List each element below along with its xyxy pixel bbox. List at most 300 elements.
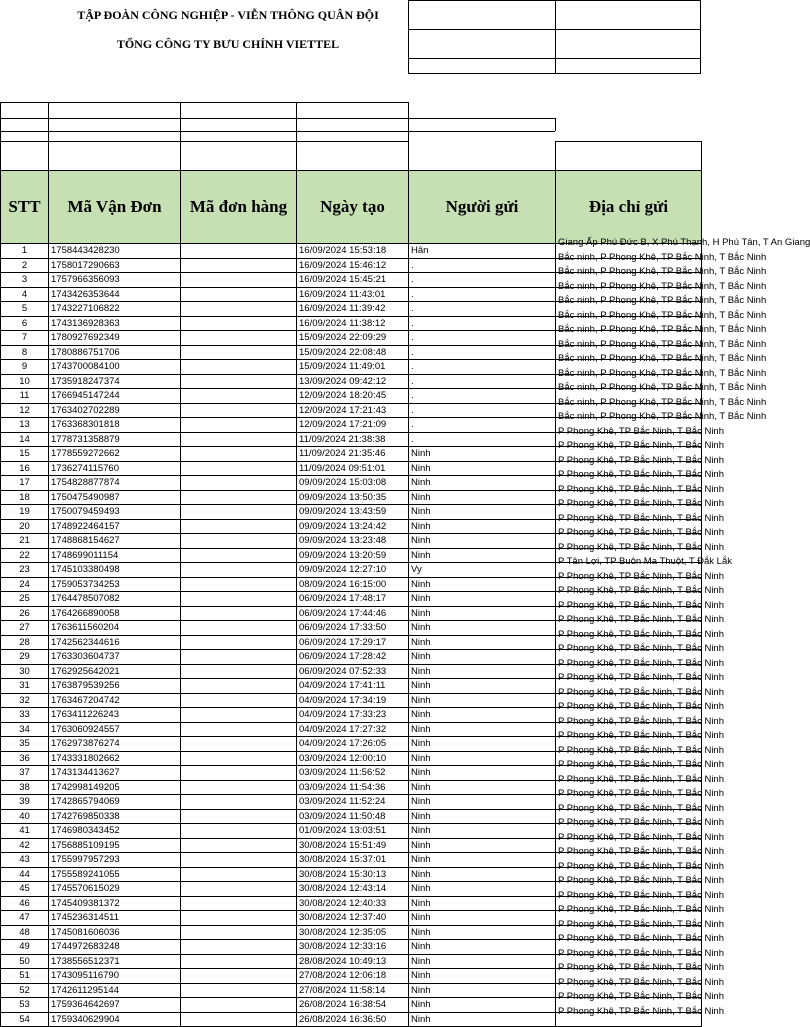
cell-stt: 48 <box>1 925 49 940</box>
cell-sender-address: P Phong Khê, TP Bắc Ninh, T Bắc Ninh <box>558 657 725 669</box>
cell-sender: . <box>409 273 556 288</box>
cell-order-code <box>181 519 297 534</box>
cell-waybill: 1759364642697 <box>49 998 181 1013</box>
cell-waybill: 1746980343452 <box>49 824 181 839</box>
cell-stt: 20 <box>1 519 49 534</box>
cell-stt: 25 <box>1 592 49 607</box>
cell-stt: 53 <box>1 998 49 1013</box>
cell-waybill: 1750475490987 <box>49 490 181 505</box>
cell-created-date: 16/09/2024 15:53:18 <box>297 244 409 259</box>
cell-stt: 5 <box>1 302 49 317</box>
cell-stt: 39 <box>1 795 49 810</box>
cell-sender-address: P Phong Khê, TP Bắc Ninh, T Bắc Ninh <box>558 585 725 596</box>
cell-sender: Ninh <box>409 824 556 839</box>
cell-created-date: 27/08/2024 12:06:18 <box>297 969 409 984</box>
cell-sender: . <box>409 287 556 302</box>
cell-order-code <box>181 679 297 694</box>
cell-sender: Ninh <box>409 925 556 940</box>
cell-sender: Ninh <box>409 548 556 563</box>
cell-sender-address: Bắc ninh, P Phong Khê, TP Bắc Ninh, T Bắc Ninh <box>558 280 767 292</box>
cell-sender-address: Bắc ninh, P Phong Khê, TP Bắc Ninh, T Bắc Ninh <box>558 353 767 364</box>
cell-stt: 38 <box>1 780 49 795</box>
cell-waybill: 1763060924557 <box>49 722 181 737</box>
cell-waybill: 1757966356093 <box>49 273 181 288</box>
cell-stt: 19 <box>1 505 49 520</box>
cell-stt: 29 <box>1 650 49 665</box>
cell-order-code <box>181 563 297 578</box>
cell-waybill: 1738556512371 <box>49 954 181 969</box>
cell-stt: 14 <box>1 432 49 447</box>
cell-sender-address-cell <box>556 1005 725 1027</box>
cell-sender-address: P Phong Khê, TP Bắc Ninh, T Bắc Ninh <box>558 730 725 741</box>
cell-sender: . <box>409 331 556 346</box>
cell-order-code <box>181 969 297 984</box>
cell-sender-address: P Phong Khê, TP Bắc Ninh, T Bắc Ninh <box>558 440 725 451</box>
cell-created-date: 30/08/2024 15:30:13 <box>297 867 409 882</box>
cell-order-code <box>181 954 297 969</box>
cell-sender: Ninh <box>409 737 556 752</box>
cell-order-code <box>181 548 297 563</box>
cell-sender-address: P Phong Khê, TP Bắc Ninh, T Bắc Ninh <box>558 904 725 915</box>
spacer-rule <box>0 141 408 142</box>
cell-sender-address: P Phong Khê, TP Bắc Ninh, T Bắc Ninh <box>558 831 725 843</box>
cell-order-code <box>181 606 297 621</box>
org-title-group: TẬP ĐOÀN CÔNG NGHIỆP - VIỄN THÔNG QUÂN ĐỘI <box>77 8 379 22</box>
col-header-sender-address: Địa chỉ gửi <box>556 171 702 244</box>
cell-order-code <box>181 345 297 360</box>
cell-sender-address: P Phong Khê, TP Bắc Ninh, T Bắc Ninh <box>558 991 725 1002</box>
cell-sender: Ninh <box>409 809 556 824</box>
table-row <box>1 1012 702 1027</box>
cell-sender-address: P Phong Khê, TP Bắc Ninh, T Bắc Ninh <box>558 875 725 886</box>
cell-order-code <box>181 650 297 665</box>
cell-waybill: 1758017290663 <box>49 258 181 273</box>
cell-sender: Ninh <box>409 519 556 534</box>
cell-sender-address: P Phong Khê, TP Bắc Ninh, T Bắc Ninh <box>558 976 725 988</box>
cell-created-date: 06/09/2024 17:48:17 <box>297 592 409 607</box>
cell-created-date: 12/09/2024 17:21:09 <box>297 418 409 433</box>
cell-created-date: 08/09/2024 16:15:00 <box>297 577 409 592</box>
spacer-col <box>0 102 1 170</box>
cell-order-code <box>181 722 297 737</box>
cell-stt: 27 <box>1 621 49 636</box>
cell-created-date: 09/09/2024 13:20:59 <box>297 548 409 563</box>
cell-sender: Ninh <box>409 534 556 549</box>
spacer-rule <box>555 141 701 142</box>
cell-waybill: 1744972683248 <box>49 940 181 955</box>
spacer-col <box>408 102 409 170</box>
cell-sender-address: P Phong Khê, TP Bắc Ninh, T Bắc Ninh <box>558 962 725 973</box>
cell-order-code <box>181 432 297 447</box>
cell-sender: Ninh <box>409 751 556 766</box>
cell-created-date: 13/09/2024 09:42:12 <box>297 374 409 389</box>
cell-sender-address: P Phong Khê, TP Bắc Ninh, T Bắc Ninh <box>558 570 725 582</box>
cell-sender-address: P Phong Khê, TP Bắc Ninh, T Bắc Ninh <box>558 614 725 625</box>
cell-order-code <box>181 940 297 955</box>
cell-waybill: 1743426353644 <box>49 287 181 302</box>
cell-sender-address: P Phong Khê, TP Bắc Ninh, T Bắc Ninh <box>558 817 725 828</box>
cell-waybill: 1766945147244 <box>49 389 181 404</box>
cell-waybill: 1778559272662 <box>49 447 181 462</box>
shipment-table <box>0 170 810 1027</box>
cell-created-date: 06/09/2024 17:28:42 <box>297 650 409 665</box>
cell-sender: Ninh <box>409 606 556 621</box>
cell-order-code <box>181 244 297 259</box>
cell-sender: . <box>409 302 556 317</box>
cell-waybill: 1763303604737 <box>49 650 181 665</box>
cell-waybill: 1763402702289 <box>49 403 181 418</box>
cell-sender-address: P Phong Khê, TP Bắc Ninh, T Bắc Ninh <box>558 933 725 944</box>
cell-sender: . <box>409 374 556 389</box>
cell-created-date: 16/09/2024 11:39:42 <box>297 302 409 317</box>
cell-sender-address: P Phong Khê, TP Bắc Ninh, T Bắc Ninh <box>558 918 725 930</box>
cell-stt: 6 <box>1 316 49 331</box>
cell-created-date: 09/09/2024 13:24:42 <box>297 519 409 534</box>
cell-sender-address: Bắc ninh, P Phong Khê, TP Bắc Ninh, T Bắc Ninh <box>558 396 767 408</box>
cell-stt: 46 <box>1 896 49 911</box>
cell-created-date: 09/09/2024 15:03:08 <box>297 476 409 491</box>
cell-created-date: 30/08/2024 12:37:40 <box>297 911 409 926</box>
cell-waybill: 1763411226243 <box>49 708 181 723</box>
spacer-col <box>701 141 702 170</box>
cell-sender: Ninh <box>409 650 556 665</box>
cell-waybill: 1780886751706 <box>49 345 181 360</box>
cell-waybill: 1745236314511 <box>49 911 181 926</box>
cell-sender: Ninh <box>409 664 556 679</box>
cell-created-date: 15/09/2024 22:09:29 <box>297 331 409 346</box>
cell-stt: 16 <box>1 461 49 476</box>
cell-created-date: 15/09/2024 11:49:01 <box>297 360 409 375</box>
cell-order-code <box>181 708 297 723</box>
cell-created-date: 28/08/2024 10:49:13 <box>297 954 409 969</box>
cell-sender: Ninh <box>409 882 556 897</box>
cell-stt: 50 <box>1 954 49 969</box>
cell-sender: . <box>409 432 556 447</box>
cell-waybill: 1743095116790 <box>49 969 181 984</box>
cell-sender: Ninh <box>409 1012 556 1027</box>
cell-stt: 9 <box>1 360 49 375</box>
cell-sender-address: Bắc ninh, P Phong Khê, TP Bắc Ninh, T Bắc Ninh <box>558 324 767 335</box>
cell-created-date: 06/09/2024 07:52:33 <box>297 664 409 679</box>
cell-sender-address: P Phong Khê, TP Bắc Ninh, T Bắc Ninh <box>558 701 725 712</box>
cell-sender: Ninh <box>409 838 556 853</box>
cell-stt: 51 <box>1 969 49 984</box>
cell-sender-address: Bắc ninh, P Phong Khê, TP Bắc Ninh, T Bắc Ninh <box>558 295 767 306</box>
cell-stt: 24 <box>1 577 49 592</box>
cell-waybill: 1755997957293 <box>49 853 181 868</box>
cell-order-code <box>181 577 297 592</box>
cell-stt: 52 <box>1 983 49 998</box>
cell-waybill: 1735918247374 <box>49 374 181 389</box>
cell-waybill: 1764266890058 <box>49 606 181 621</box>
cell-stt: 23 <box>1 563 49 578</box>
cell-created-date: 04/09/2024 17:26:05 <box>297 737 409 752</box>
cell-stt: 40 <box>1 809 49 824</box>
cell-waybill: 1745081606036 <box>49 925 181 940</box>
cell-sender: Ninh <box>409 490 556 505</box>
cell-waybill: 1762925642021 <box>49 664 181 679</box>
cell-sender-address: P Phong Khê, TP Bắc Ninh, T Bắc Ninh <box>558 744 725 756</box>
cell-waybill: 1763611560204 <box>49 621 181 636</box>
cell-order-code <box>181 911 297 926</box>
cell-sender-address: Bắc ninh, P Phong Khê, TP Bắc Ninh, T Bắc Ninh <box>558 382 767 393</box>
cell-waybill: 1750079459493 <box>49 505 181 520</box>
cell-waybill: 1763467204742 <box>49 693 181 708</box>
cell-sender: Vy <box>409 563 556 578</box>
cell-sender-address: Giang Ấp Phú Đức B, X Phú Thạnh, H Phú Tân, T An Giang <box>558 237 810 248</box>
cell-order-code <box>181 534 297 549</box>
cell-order-code <box>181 882 297 897</box>
cell-order-code <box>181 316 297 331</box>
cell-sender: Ninh <box>409 505 556 520</box>
cell-created-date: 06/09/2024 17:29:17 <box>297 635 409 650</box>
cell-sender-address: P Tân Lợi, TP Buôn Ma Thuột, T Đắk Lắk <box>558 556 732 567</box>
cell-waybill: 1745570615029 <box>49 882 181 897</box>
info-box-divider <box>555 0 556 74</box>
cell-created-date: 30/08/2024 12:40:33 <box>297 896 409 911</box>
cell-sender-address: P Phong Khê, TP Bắc Ninh, T Bắc Ninh <box>558 846 725 857</box>
cell-sender: Ninh <box>409 592 556 607</box>
cell-order-code <box>181 766 297 781</box>
cell-sender-address: P Phong Khê, TP Bắc Ninh, T Bắc Ninh <box>558 686 725 698</box>
cell-waybill: 1763879539256 <box>49 679 181 694</box>
info-box-rule <box>408 58 701 59</box>
cell-sender: Ninh <box>409 447 556 462</box>
cell-stt: 54 <box>1 1012 49 1027</box>
cell-created-date: 04/09/2024 17:41:11 <box>297 679 409 694</box>
org-title-company: TỔNG CÔNG TY BƯU CHÍNH VIETTEL <box>116 37 340 51</box>
cell-waybill: 1742562344616 <box>49 635 181 650</box>
cell-sender: Ninh <box>409 679 556 694</box>
cell-sender: Ninh <box>409 867 556 882</box>
cell-sender: . <box>409 316 556 331</box>
cell-order-code <box>181 824 297 839</box>
cell-waybill: 1763368301818 <box>49 418 181 433</box>
cell-sender: Ninh <box>409 853 556 868</box>
cell-order-code <box>181 809 297 824</box>
cell-stt: 47 <box>1 911 49 926</box>
cell-order-code <box>181 287 297 302</box>
cell-stt: 49 <box>1 940 49 955</box>
cell-stt: 33 <box>1 708 49 723</box>
cell-sender: . <box>409 258 556 273</box>
cell-created-date: 04/09/2024 17:27:32 <box>297 722 409 737</box>
cell-created-date: 11/09/2024 09:51:01 <box>297 461 409 476</box>
cell-waybill: 1759053734253 <box>49 577 181 592</box>
cell-stt: 37 <box>1 766 49 781</box>
cell-sender-address: Bắc ninh, P Phong Khê, TP Bắc Ninh, T Bắc Ninh <box>558 338 767 350</box>
cell-order-code <box>181 461 297 476</box>
cell-waybill: 1754828877874 <box>49 476 181 491</box>
cell-sender-address: P Phong Khê, TP Bắc Ninh, T Bắc Ninh <box>558 483 725 495</box>
cell-waybill: 1748699011154 <box>49 548 181 563</box>
cell-sender-address: Bắc ninh, P Phong Khê, TP Bắc Ninh, T Bắc Ninh <box>558 266 767 277</box>
cell-order-code <box>181 795 297 810</box>
spacer-col <box>555 141 556 170</box>
spacer-col <box>48 102 49 170</box>
col-header-order-code: Mã đơn hàng <box>181 171 297 244</box>
cell-sender: Ninh <box>409 954 556 969</box>
cell-sender-address: P Phong Khê, TP Bắc Ninh, T Bắc Ninh <box>558 541 725 553</box>
cell-sender: . <box>409 360 556 375</box>
cell-stt: 15 <box>1 447 49 462</box>
cell-order-code <box>181 635 297 650</box>
cell-created-date: 06/09/2024 17:33:50 <box>297 621 409 636</box>
cell-created-date: 01/09/2024 13:03:51 <box>297 824 409 839</box>
cell-order-code <box>181 621 297 636</box>
cell-created-date: 27/08/2024 11:58:14 <box>297 983 409 998</box>
cell-order-code <box>181 664 297 679</box>
cell-sender: Ninh <box>409 476 556 491</box>
cell-created-date: 03/09/2024 11:54:36 <box>297 780 409 795</box>
cell-created-date: 26/08/2024 16:38:54 <box>297 998 409 1013</box>
cell-sender: Ninh <box>409 766 556 781</box>
cell-created-date: 09/09/2024 12:27:10 <box>297 563 409 578</box>
cell-order-code <box>181 418 297 433</box>
cell-order-code <box>181 737 297 752</box>
cell-waybill: 1759340629904 <box>49 1012 181 1027</box>
cell-order-code <box>181 925 297 940</box>
cell-sender-address: P Phong Khê, TP Bắc Ninh, T Bắc Ninh <box>558 498 725 509</box>
cell-created-date: 16/09/2024 11:43:01 <box>297 287 409 302</box>
cell-waybill: 1736274115760 <box>49 461 181 476</box>
cell-sender-address: P Phong Khê, TP Bắc Ninh, T Bắc Ninh <box>558 425 725 437</box>
cell-stt: 45 <box>1 882 49 897</box>
cell-sender-address: P Phong Khê, TP Bắc Ninh, T Bắc Ninh <box>558 773 725 785</box>
cell-created-date: 30/08/2024 12:33:16 <box>297 940 409 955</box>
cell-stt: 31 <box>1 679 49 694</box>
cell-stt: 22 <box>1 548 49 563</box>
cell-stt: 36 <box>1 751 49 766</box>
cell-sender-address: P Phong Khê, TP Bắc Ninh, T Bắc Ninh <box>558 802 725 814</box>
cell-sender-address: P Phong Khê, TP Bắc Ninh, T Bắc Ninh <box>558 454 725 466</box>
cell-sender: Ninh <box>409 621 556 636</box>
cell-created-date: 30/08/2024 12:43:14 <box>297 882 409 897</box>
cell-sender-address: P Phong Khê, TP Bắc Ninh, T Bắc Ninh <box>558 599 725 611</box>
cell-sender-address: P Phong Khê, TP Bắc Ninh, T Bắc Ninh <box>558 788 725 799</box>
cell-waybill: 1742865794069 <box>49 795 181 810</box>
info-box-rule <box>408 29 701 30</box>
cell-stt: 35 <box>1 737 49 752</box>
cell-sender: Ninh <box>409 983 556 998</box>
cell-sender-address: P Phong Khê, TP Bắc Ninh, T Bắc Ninh <box>558 947 725 959</box>
cell-created-date: 30/08/2024 15:37:01 <box>297 853 409 868</box>
cell-sender-address: P Phong Khê, TP Bắc Ninh, T Bắc Ninh <box>558 643 725 654</box>
cell-order-code <box>181 838 297 853</box>
cell-order-code <box>181 476 297 491</box>
cell-sender: Ninh <box>409 911 556 926</box>
cell-created-date: 03/09/2024 12:00:10 <box>297 751 409 766</box>
cell-waybill: 1745409381372 <box>49 896 181 911</box>
cell-waybill: 1764478507082 <box>49 592 181 607</box>
cell-order-code <box>181 751 297 766</box>
col-header-stt: STT <box>1 171 49 244</box>
cell-sender: Ninh <box>409 461 556 476</box>
cell-created-date: 03/09/2024 11:52:24 <box>297 795 409 810</box>
cell-waybill: 1742611295144 <box>49 983 181 998</box>
cell-order-code <box>181 693 297 708</box>
cell-waybill: 1743700084100 <box>49 360 181 375</box>
cell-stt: 32 <box>1 693 49 708</box>
cell-order-code <box>181 302 297 317</box>
cell-order-code <box>181 983 297 998</box>
cell-stt: 43 <box>1 853 49 868</box>
cell-created-date: 09/09/2024 13:23:48 <box>297 534 409 549</box>
cell-stt: 34 <box>1 722 49 737</box>
cell-waybill: 1748922464157 <box>49 519 181 534</box>
cell-waybill: 1755589241055 <box>49 867 181 882</box>
cell-waybill: 1742998149205 <box>49 780 181 795</box>
cell-order-code <box>181 331 297 346</box>
cell-sender-address: P Phong Khê, TP Bắc Ninh, T Bắc Ninh <box>558 512 725 524</box>
cell-created-date: 15/09/2024 22:08:48 <box>297 345 409 360</box>
cell-created-date: 09/09/2024 13:50:35 <box>297 490 409 505</box>
cell-created-date: 03/09/2024 11:50:48 <box>297 809 409 824</box>
cell-order-code <box>181 1012 297 1027</box>
cell-created-date: 30/08/2024 12:35:05 <box>297 925 409 940</box>
cell-order-code <box>181 360 297 375</box>
cell-order-code <box>181 867 297 882</box>
cell-sender: Ninh <box>409 635 556 650</box>
cell-sender: Ninh <box>409 722 556 737</box>
cell-sender-address: P Phong Khê, TP Bắc Ninh, T Bắc Ninh <box>558 715 725 727</box>
col-header-sender: Người gửi <box>409 171 556 244</box>
cell-sender-address: P Phong Khê, TP Bắc Ninh, T Bắc Ninh <box>558 759 725 770</box>
cell-stt: 42 <box>1 838 49 853</box>
cell-stt: 28 <box>1 635 49 650</box>
cell-sender-address: P Phong Khê, TP Bắc Ninh, T Bắc Ninh <box>558 1005 725 1017</box>
table-header-row <box>1 171 702 244</box>
cell-sender-address: P Phong Khê, TP Bắc Ninh, T Bắc Ninh <box>558 469 725 480</box>
cell-waybill: 1762973876274 <box>49 737 181 752</box>
cell-order-code <box>181 273 297 288</box>
cell-stt: 13 <box>1 418 49 433</box>
cell-order-code <box>181 896 297 911</box>
spacer-rule <box>0 118 555 119</box>
cell-sender: . <box>409 345 556 360</box>
spacer-col <box>555 118 556 131</box>
cell-order-code <box>181 447 297 462</box>
cell-sender: Ninh <box>409 998 556 1013</box>
cell-sender-address: Bắc ninh, P Phong Khê, TP Bắc Ninh, T Bắc Ninh <box>558 309 767 321</box>
cell-waybill: 1745103380498 <box>49 563 181 578</box>
cell-stt: 2 <box>1 258 49 273</box>
cell-order-code <box>181 374 297 389</box>
cell-waybill: 1742769850338 <box>49 809 181 824</box>
cell-waybill: 1778731358879 <box>49 432 181 447</box>
cell-order-code <box>181 998 297 1013</box>
cell-sender-address: P Phong Khê, TP Bắc Ninh, T Bắc Ninh <box>558 672 725 683</box>
cell-waybill: 1743331802662 <box>49 751 181 766</box>
cell-created-date: 11/09/2024 21:35:46 <box>297 447 409 462</box>
cell-order-code <box>181 403 297 418</box>
spacer-col <box>296 102 297 170</box>
cell-sender: Ninh <box>409 969 556 984</box>
cell-created-date: 09/09/2024 13:43:59 <box>297 505 409 520</box>
cell-order-code <box>181 389 297 404</box>
cell-waybill: 1780927692349 <box>49 331 181 346</box>
cell-stt: 17 <box>1 476 49 491</box>
cell-sender: Ninh <box>409 577 556 592</box>
cell-sender: Ninh <box>409 940 556 955</box>
cell-stt: 12 <box>1 403 49 418</box>
cell-stt: 11 <box>1 389 49 404</box>
cell-created-date: 12/09/2024 18:20:45 <box>297 389 409 404</box>
cell-created-date: 12/09/2024 17:21:43 <box>297 403 409 418</box>
cell-sender: Hân <box>409 244 556 259</box>
cell-sender-address: Bắc ninh, P Phong Khê, TP Bắc Ninh, T Bắc Ninh <box>558 251 767 263</box>
cell-stt: 4 <box>1 287 49 302</box>
